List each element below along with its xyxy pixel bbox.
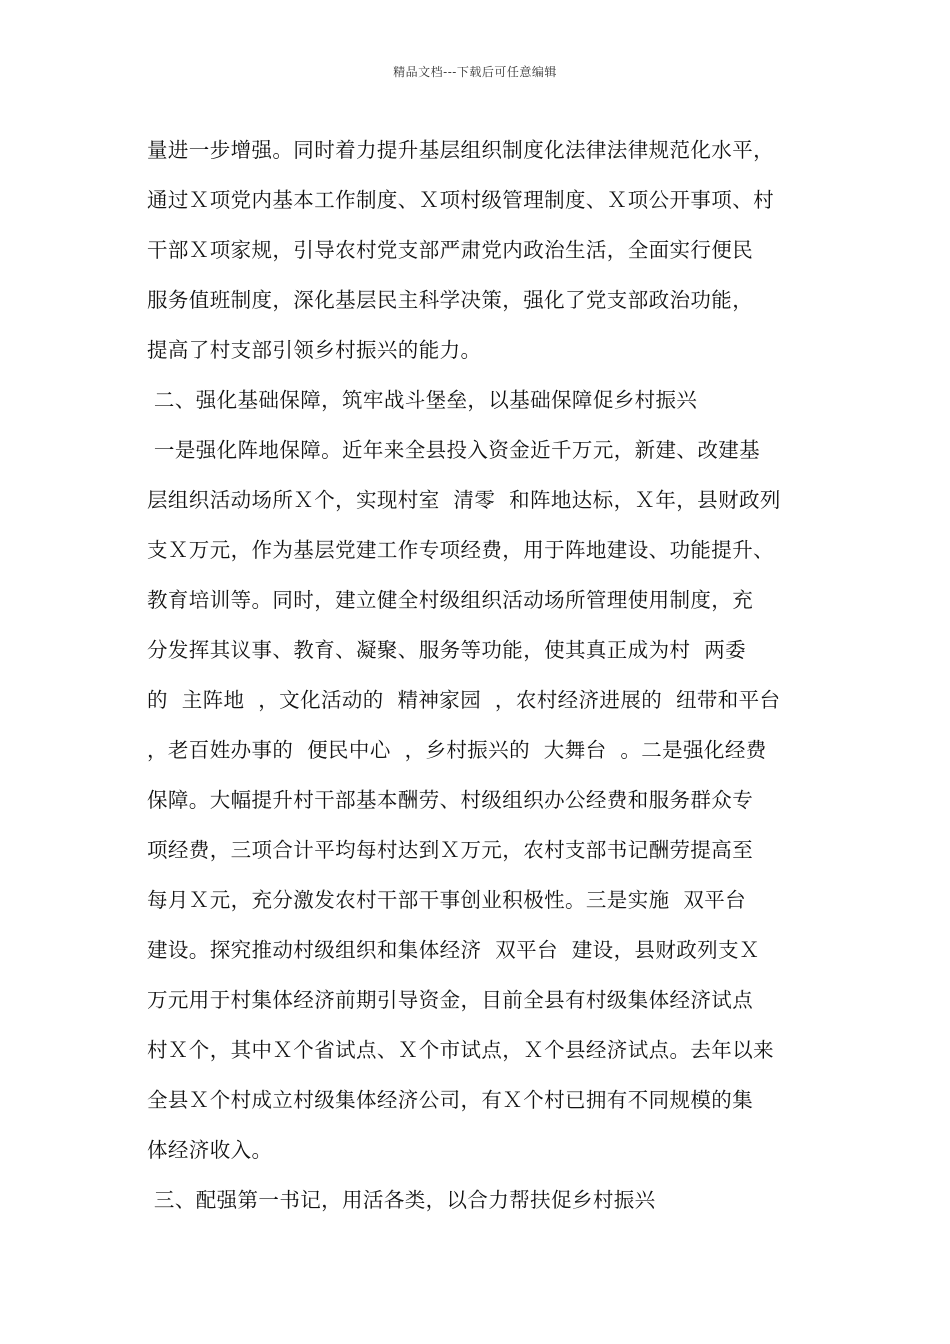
section-heading: 二、强化基础保障，筑牢战斗堡垒，以基础保障促乡村振兴	[147, 388, 698, 412]
page-header: 精品文档---下载后可任意编辑	[393, 65, 557, 79]
body-line: 每月Ｘ元，充分激发农村干部干事创业积极性。三是实施 双平台	[147, 888, 747, 912]
body-line: 万元用于村集体经济前期引导资金，目前全县有村级集体经济试点	[147, 988, 754, 1012]
section-heading: 三、配强第一书记，用活各类，以合力帮扶促乡村振兴	[147, 1188, 656, 1212]
body-line: 建设。探究推动村级组织和集体经济 双平台 建设，县财政列支Ｘ	[147, 938, 760, 962]
body-line: 服务值班制度，深化基层民主科学决策，强化了党支部政治功能，	[147, 288, 754, 312]
body-line: 一是强化阵地保障。近年来全县投入资金近千万元，新建、改建基	[147, 438, 761, 462]
body-line: 提高了村支部引领乡村振兴的能力。	[147, 338, 482, 362]
body-line: 分发挥其议事、教育、凝聚、服务等功能，使其真正成为村 两委	[147, 638, 747, 662]
body-line: 村Ｘ个，其中Ｘ个省试点、Ｘ个市试点，Ｘ个县经济试点。去年以来	[147, 1038, 774, 1062]
body-line: 层组织活动场所Ｘ个，实现村室 清零 和阵地达标，Ｘ年，县财政列	[147, 488, 781, 512]
body-line: 保障。大幅提升村干部基本酬劳、村级组织办公经费和服务群众专	[147, 788, 754, 812]
body-line: ，老百姓办事的 便民中心 ，乡村振兴的 大舞台 。二是强化经费	[147, 738, 767, 762]
body-line: 体经济收入。	[147, 1138, 273, 1162]
body-line: 的 主阵地 ，文化活动的 精神家园 ，农村经济进展的 纽带和平台	[147, 688, 781, 712]
body-line: 通过Ｘ项党内基本工作制度、Ｘ项村级管理制度、Ｘ项公开事项、村	[147, 188, 774, 212]
body-line: 支Ｘ万元，作为基层党建工作专项经费，用于阵地建设、功能提升、	[147, 538, 774, 562]
body-line: 全县Ｘ个村成立村级集体经济公司，有Ｘ个村已拥有不同规模的集	[147, 1088, 754, 1112]
body-line: 项经费，三项合计平均每村达到Ｘ万元，农村支部书记酬劳提高至	[147, 838, 754, 862]
body-line: 教育培训等。同时，建立健全村级组织活动场所管理使用制度，充	[147, 588, 754, 612]
body-line: 量进一步增强。同时着力提升基层组织制度化法律法律规范化水平，	[147, 138, 774, 162]
body-line: 干部Ｘ项家规，引导农村党支部严肃党内政治生活，全面实行便民	[147, 238, 754, 262]
